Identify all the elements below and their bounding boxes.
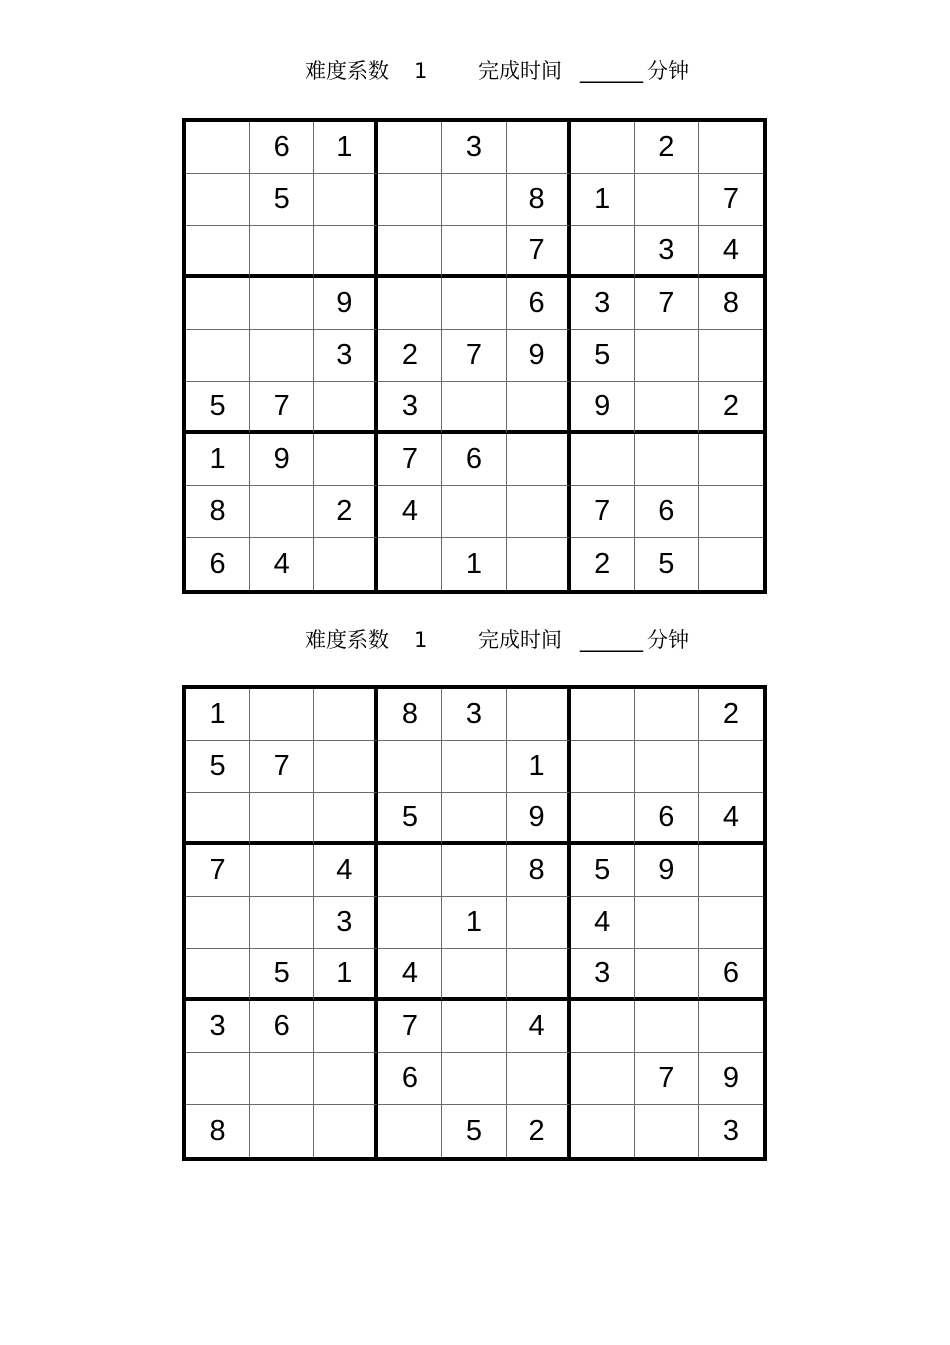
sudoku-empty-cell[interactable] <box>507 122 571 174</box>
sudoku-empty-cell[interactable] <box>699 741 763 793</box>
completion-time-blank: ______ <box>580 628 643 652</box>
sudoku-given-cell: 5 <box>442 1105 506 1157</box>
sudoku-empty-cell[interactable] <box>635 1105 699 1157</box>
sudoku-given-cell: 1 <box>314 949 378 1001</box>
sudoku-given-cell: 2 <box>699 689 763 741</box>
sudoku-empty-cell[interactable] <box>699 845 763 897</box>
sudoku-given-cell: 4 <box>378 486 442 538</box>
sudoku-given-cell: 5 <box>250 949 314 1001</box>
sudoku-empty-cell[interactable] <box>186 122 250 174</box>
sudoku-empty-cell[interactable] <box>635 689 699 741</box>
sudoku-empty-cell[interactable] <box>250 226 314 278</box>
sudoku-given-cell: 1 <box>442 897 506 949</box>
sudoku-given-cell: 6 <box>635 486 699 538</box>
sudoku-empty-cell[interactable] <box>378 122 442 174</box>
sudoku-empty-cell[interactable] <box>314 434 378 486</box>
sudoku-empty-cell[interactable] <box>571 434 635 486</box>
sudoku-given-cell: 7 <box>571 486 635 538</box>
sudoku-empty-cell[interactable] <box>635 174 699 226</box>
puzzle-1-header <box>0 56 950 86</box>
sudoku-empty-cell[interactable] <box>635 330 699 382</box>
sudoku-empty-cell[interactable] <box>314 538 378 590</box>
sudoku-given-cell: 3 <box>314 330 378 382</box>
sudoku-empty-cell[interactable] <box>378 174 442 226</box>
sudoku-given-cell: 6 <box>186 538 250 590</box>
sudoku-empty-cell[interactable] <box>507 382 571 434</box>
sudoku-empty-cell[interactable] <box>250 1105 314 1157</box>
sudoku-given-cell: 4 <box>699 793 763 845</box>
sudoku-empty-cell[interactable] <box>507 689 571 741</box>
sudoku-empty-cell[interactable] <box>442 741 506 793</box>
sudoku-given-cell: 1 <box>571 174 635 226</box>
sudoku-empty-cell[interactable] <box>314 793 378 845</box>
sudoku-given-cell: 8 <box>507 845 571 897</box>
sudoku-empty-cell[interactable] <box>442 793 506 845</box>
sudoku-given-cell: 8 <box>186 486 250 538</box>
completion-time-label: 完成时间 <box>478 628 562 652</box>
sudoku-given-cell: 4 <box>378 949 442 1001</box>
sudoku-empty-cell[interactable] <box>314 382 378 434</box>
sudoku-empty-cell[interactable] <box>571 122 635 174</box>
sudoku-empty-cell[interactable] <box>314 226 378 278</box>
sudoku-empty-cell[interactable] <box>186 897 250 949</box>
sudoku-given-cell: 1 <box>507 741 571 793</box>
sudoku-empty-cell[interactable] <box>571 1053 635 1105</box>
sudoku-empty-cell[interactable] <box>442 174 506 226</box>
sudoku-given-cell: 2 <box>314 486 378 538</box>
sudoku-given-cell: 5 <box>186 382 250 434</box>
sudoku-given-cell: 3 <box>635 226 699 278</box>
sudoku-empty-cell[interactable] <box>571 1001 635 1053</box>
sudoku-given-cell: 7 <box>378 1001 442 1053</box>
sudoku-empty-cell[interactable] <box>250 1053 314 1105</box>
difficulty-value: 1 <box>414 59 428 83</box>
sudoku-given-cell: 4 <box>699 226 763 278</box>
sudoku-empty-cell[interactable] <box>378 1105 442 1157</box>
sudoku-empty-cell[interactable] <box>250 689 314 741</box>
sudoku-given-cell: 3 <box>378 382 442 434</box>
sudoku-given-cell: 3 <box>186 1001 250 1053</box>
sudoku-empty-cell[interactable] <box>250 897 314 949</box>
sudoku-empty-cell[interactable] <box>186 278 250 330</box>
sudoku-empty-cell[interactable] <box>378 226 442 278</box>
sudoku-empty-cell[interactable] <box>571 689 635 741</box>
sudoku-empty-cell[interactable] <box>378 897 442 949</box>
sudoku-given-cell: 6 <box>442 434 506 486</box>
sudoku-grid-1 <box>182 118 767 594</box>
sudoku-given-cell: 6 <box>250 1001 314 1053</box>
sudoku-empty-cell[interactable] <box>571 226 635 278</box>
sudoku-given-cell: 2 <box>699 382 763 434</box>
sudoku-empty-cell[interactable] <box>186 226 250 278</box>
sudoku-given-cell: 7 <box>378 434 442 486</box>
sudoku-empty-cell[interactable] <box>699 1001 763 1053</box>
sudoku-empty-cell[interactable] <box>635 897 699 949</box>
sudoku-empty-cell[interactable] <box>635 382 699 434</box>
sudoku-empty-cell[interactable] <box>507 434 571 486</box>
sudoku-given-cell: 5 <box>571 845 635 897</box>
sudoku-given-cell: 7 <box>507 226 571 278</box>
sudoku-given-cell: 5 <box>635 538 699 590</box>
sudoku-given-cell: 5 <box>378 793 442 845</box>
sudoku-given-cell: 3 <box>442 689 506 741</box>
sudoku-given-cell: 2 <box>507 1105 571 1157</box>
sudoku-given-cell: 7 <box>699 174 763 226</box>
sudoku-empty-cell[interactable] <box>186 1053 250 1105</box>
sudoku-given-cell: 1 <box>314 122 378 174</box>
sudoku-empty-cell[interactable] <box>571 793 635 845</box>
sudoku-empty-cell[interactable] <box>250 793 314 845</box>
sudoku-given-cell: 4 <box>314 845 378 897</box>
sudoku-given-cell: 5 <box>250 174 314 226</box>
sudoku-given-cell: 6 <box>507 278 571 330</box>
sudoku-given-cell: 1 <box>442 538 506 590</box>
sudoku-empty-cell[interactable] <box>507 1053 571 1105</box>
sudoku-empty-cell[interactable] <box>250 845 314 897</box>
sudoku-empty-cell[interactable] <box>314 1001 378 1053</box>
sudoku-empty-cell[interactable] <box>571 1105 635 1157</box>
sudoku-given-cell: 2 <box>378 330 442 382</box>
sudoku-grid-2 <box>182 685 767 1161</box>
sudoku-empty-cell[interactable] <box>507 486 571 538</box>
sudoku-given-cell: 5 <box>186 741 250 793</box>
sudoku-given-cell: 9 <box>635 845 699 897</box>
difficulty-label: 难度系数 <box>305 628 389 652</box>
sudoku-given-cell: 8 <box>699 278 763 330</box>
sudoku-given-cell: 7 <box>250 741 314 793</box>
difficulty-value: 1 <box>414 628 428 652</box>
sudoku-given-cell: 1 <box>186 689 250 741</box>
sudoku-empty-cell[interactable] <box>442 1053 506 1105</box>
sudoku-empty-cell[interactable] <box>699 897 763 949</box>
sudoku-given-cell: 2 <box>635 122 699 174</box>
sudoku-given-cell: 9 <box>507 330 571 382</box>
difficulty-label: 难度系数 <box>305 59 389 83</box>
sudoku-empty-cell[interactable] <box>507 949 571 1001</box>
sudoku-empty-cell[interactable] <box>699 538 763 590</box>
sudoku-empty-cell[interactable] <box>250 330 314 382</box>
sudoku-empty-cell[interactable] <box>635 434 699 486</box>
completion-time-label: 完成时间 <box>478 59 562 83</box>
sudoku-given-cell: 3 <box>722 1114 739 1147</box>
sudoku-empty-cell[interactable] <box>250 278 314 330</box>
sudoku-given-cell: 7 <box>635 1053 699 1105</box>
time-unit-label: 分钟 <box>647 628 689 652</box>
sudoku-given-cell: 9 <box>250 434 314 486</box>
sudoku-empty-cell[interactable] <box>507 538 571 590</box>
sudoku-empty-cell[interactable] <box>699 486 763 538</box>
sudoku-given-cell: 7 <box>186 845 250 897</box>
sudoku-given-cell: 9 <box>699 1053 763 1105</box>
sudoku-given-cell: 3 <box>442 122 506 174</box>
sudoku-empty-cell[interactable] <box>699 122 763 174</box>
sudoku-given-cell: 4 <box>250 538 314 590</box>
sudoku-given-cell: 6 <box>699 949 763 1001</box>
sudoku-given-cell: 8 <box>507 174 571 226</box>
sudoku-given-cell: 8 <box>186 1105 250 1157</box>
sudoku-given-cell: 8 <box>378 689 442 741</box>
sudoku-empty-cell[interactable] <box>442 949 506 1001</box>
sudoku-empty-cell[interactable] <box>635 741 699 793</box>
sudoku-given-cell: 3 <box>571 949 635 1001</box>
sudoku-empty-cell[interactable] <box>250 486 314 538</box>
sudoku-empty-cell[interactable] <box>186 174 250 226</box>
sudoku-given-cell: 7 <box>635 278 699 330</box>
sudoku-empty-cell[interactable] <box>314 1105 378 1157</box>
sudoku-given-cell: 3 <box>314 897 378 949</box>
sudoku-given-cell: 9 <box>314 278 378 330</box>
sudoku-empty-cell[interactable] <box>186 793 250 845</box>
sudoku-empty-cell[interactable] <box>314 741 378 793</box>
puzzle-2-header <box>0 625 950 655</box>
sudoku-empty-cell[interactable] <box>314 1053 378 1105</box>
sudoku-empty-cell[interactable] <box>378 845 442 897</box>
sudoku-given-cell: 4 <box>571 897 635 949</box>
sudoku-empty-cell[interactable] <box>442 486 506 538</box>
sudoku-empty-cell[interactable] <box>442 1001 506 1053</box>
sudoku-empty-cell[interactable] <box>442 845 506 897</box>
sudoku-given-cell: 9 <box>571 382 635 434</box>
sudoku-empty-cell[interactable] <box>186 949 250 1001</box>
sudoku-given-cell: 6 <box>250 122 314 174</box>
sudoku-empty-cell[interactable] <box>699 434 763 486</box>
sudoku-given-cell: 7 <box>442 330 506 382</box>
sudoku-given-cell: 4 <box>507 1001 571 1053</box>
time-unit-label: 分钟 <box>647 59 689 83</box>
sudoku-given-cell: 2 <box>571 538 635 590</box>
sudoku-empty-cell[interactable] <box>442 382 506 434</box>
sudoku-empty-cell[interactable] <box>186 330 250 382</box>
sudoku-empty-cell[interactable] <box>699 330 763 382</box>
sudoku-empty-cell[interactable] <box>378 538 442 590</box>
sudoku-empty-cell[interactable] <box>442 278 506 330</box>
sudoku-empty-cell[interactable] <box>378 278 442 330</box>
sudoku-given-cell: 5 <box>571 330 635 382</box>
sudoku-empty-cell[interactable] <box>635 1001 699 1053</box>
sudoku-empty-cell[interactable] <box>378 741 442 793</box>
sudoku-empty-cell[interactable] <box>314 174 378 226</box>
sudoku-given-cell: 9 <box>507 793 571 845</box>
sudoku-given-cell: 3 <box>571 278 635 330</box>
sudoku-empty-cell[interactable] <box>635 949 699 1001</box>
sudoku-given-cell: 7 <box>250 382 314 434</box>
sudoku-given-cell: 6 <box>635 793 699 845</box>
sudoku-given-cell: 6 <box>378 1053 442 1105</box>
sudoku-empty-cell[interactable] <box>571 741 635 793</box>
sudoku-given-cell: 1 <box>186 434 250 486</box>
sudoku-empty-cell[interactable] <box>442 226 506 278</box>
sudoku-empty-cell[interactable] <box>507 897 571 949</box>
sudoku-empty-cell[interactable] <box>314 689 378 741</box>
completion-time-blank: ______ <box>580 59 643 83</box>
